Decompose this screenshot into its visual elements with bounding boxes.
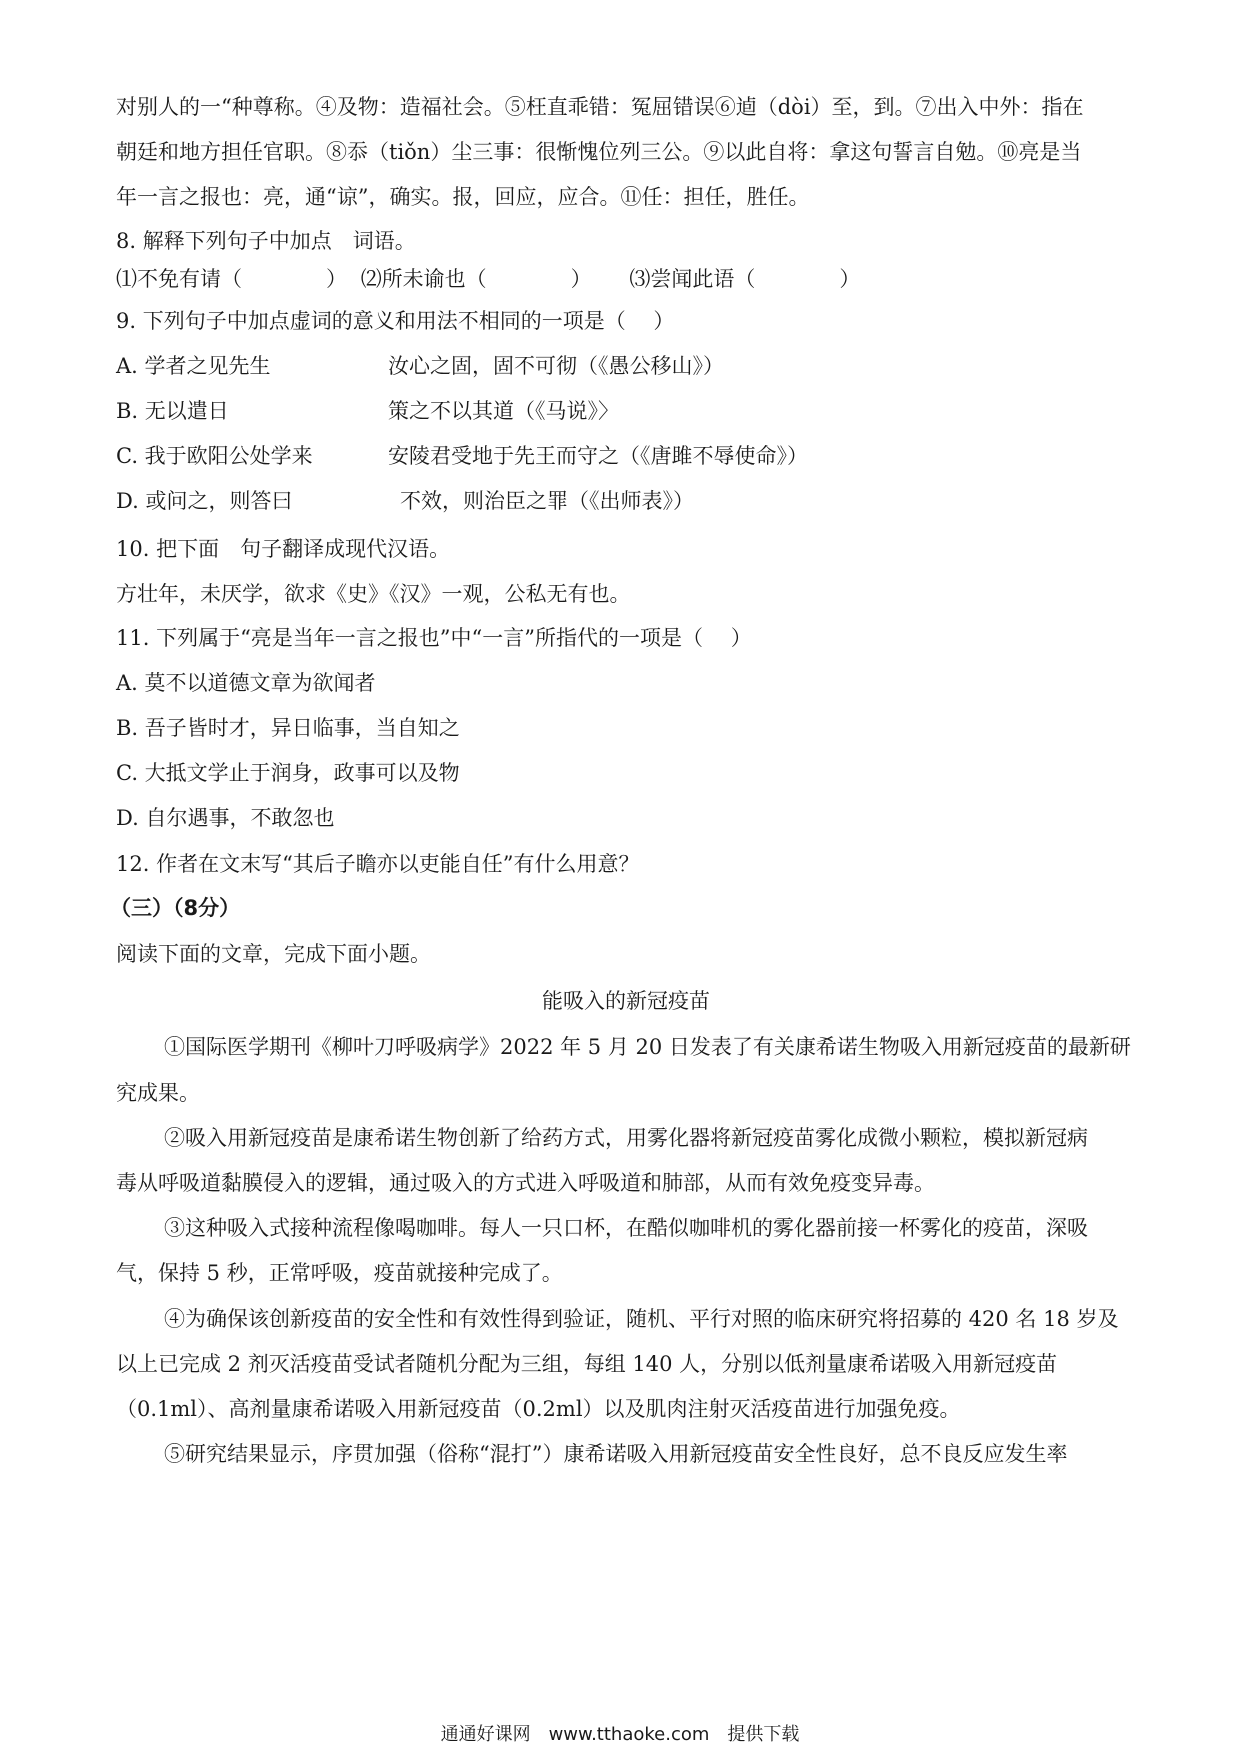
question-9-option-d	[116, 486, 1136, 516]
question-11-option-b: B. 吾子皆时才，异日临事，当自知之	[116, 716, 460, 740]
question-10-stem: 10. 把下面 句子翻译成现代汉语。	[116, 537, 451, 561]
question-8-item-1: ⑴不免有请（ ）	[116, 267, 347, 291]
option-d-left: D. 或问之，则答曰	[116, 489, 293, 513]
paragraph-1-line-1: ①国际医学期刊《柳叶刀呼吸病学》2022 年 5 月 20 日发表了有关康希诺生物吸入用新冠疫苗的最新研	[164, 1035, 1131, 1059]
question-9-stem: 9. 下列句子中加点虚词的意义和用法不相同的一项是（ ）	[116, 309, 675, 333]
paragraph-1-line-2: 究成果。	[116, 1081, 200, 1105]
question-11-option-a: A. 莫不以道德文章为欲闻者	[116, 671, 376, 695]
section-3-heading: （三）（8分）	[110, 896, 241, 920]
question-12-stem: 12. 作者在文末写“其后子瞻亦以吏能自任”有什么用意？	[116, 852, 640, 876]
paragraph-4-line-1: ④为确保该创新疫苗的安全性和有效性得到验证，随机、平行对照的临床研究将招募的 420 名 18 岁及	[164, 1307, 1119, 1331]
paragraph-3-line-2: 气，保持 5 秒，正常呼吸，疫苗就接种完成了。	[116, 1261, 563, 1285]
option-b-left: B. 无以遣日	[116, 399, 229, 423]
paragraph-3-line-1: ③这种吸入式接种流程像喝咖啡。每人一只口杯，在酷似咖啡机的雾化器前接一杯雾化的疫苗，深吸	[164, 1216, 1088, 1240]
question-11-option-d: D. 自尔遇事，不敢忽也	[116, 806, 335, 830]
article-title: 能吸入的新冠疫苗	[542, 989, 710, 1013]
option-a-right: 汝心之固，固不可彻（《愚公移山》）	[388, 354, 724, 378]
question-8-stem: 8. 解释下列句子中加点 词语。	[116, 229, 416, 253]
question-9-option-b	[116, 396, 1136, 426]
question-9-option-c	[116, 441, 1136, 471]
notes-line-1: 对别人的一“种尊称。④及物：造福社会。⑤枉直乖错：冤屈错误⑥逌（dòi）至，到。⑦出入中外：指在	[116, 95, 1084, 119]
question-11-option-c: C. 大抵文学止于润身，政事可以及物	[116, 761, 460, 785]
question-9-option-a	[116, 351, 1136, 381]
section-3-instruction: 阅读下面的文章，完成下面小题。	[116, 942, 431, 966]
paragraph-4-line-3: （0.1ml）、高剂量康希诺吸入用新冠疫苗（0.2ml）以及肌肉注射灭活疫苗进行加强免疫。	[116, 1397, 961, 1421]
notes-line-2: 朝廷和地方担任官职。⑧忝（tiǒn）尘三事：很惭愧位列三公。⑨以此自将：拿这句誓言自勉。⑩亮是当	[116, 140, 1082, 164]
paragraph-5-line-1: ⑤研究结果显示，序贯加强（俗称“混打”）康希诺吸入用新冠疫苗安全性良好，总不良反应发生率	[164, 1442, 1068, 1466]
question-8-item-2: ⑵所未谕也（ ）	[360, 267, 592, 291]
option-c-left: C. 我于欧阳公处学来	[116, 444, 313, 468]
question-8-item-3: ⑶尝闻此语（ ）	[629, 267, 861, 291]
option-c-right: 安陵君受地于先王而守之（《唐雎不辱使命》）	[388, 444, 808, 468]
paragraph-4-line-2: 以上已完成 2 剂灭活疫苗受试者随机分配为三组，每组 140 人，分别以低剂量康希诺吸入用新冠疫苗	[116, 1352, 1058, 1376]
option-a-left: A. 学者之见先生	[116, 354, 271, 378]
paragraph-2-line-2: 毒从呼吸道黏膜侵入的逻辑，通过吸入的方式进入呼吸道和肺部，从而有效免疫变异毒。	[116, 1171, 935, 1195]
option-b-right: 策之不以其道（《马说》〉	[388, 399, 619, 423]
footer-watermark[interactable]: 通通好课网 www.tthaoke.com 提供下载	[440, 1724, 800, 1745]
option-d-right: 不效，则治臣之罪（《出师表》）	[400, 489, 694, 513]
question-11-stem: 11. 下列属于“亮是当年一言之报也”中“一言”所指代的一项是（ ）	[116, 626, 752, 650]
question-10-sentence: 方壮年，未厌学，欲求《史》《汉》一观，公私无有也。	[116, 582, 631, 606]
paragraph-2-line-1: ②吸入用新冠疫苗是康希诺生物创新了给药方式，用雾化器将新冠疫苗雾化成微小颗粒，模拟新冠病	[164, 1126, 1088, 1150]
question-8-items	[116, 264, 1136, 294]
notes-line-3: 年一言之报也：亮，通“谅”，确实。报，回应，应合。⑪任：担任，胜任。	[116, 185, 810, 209]
